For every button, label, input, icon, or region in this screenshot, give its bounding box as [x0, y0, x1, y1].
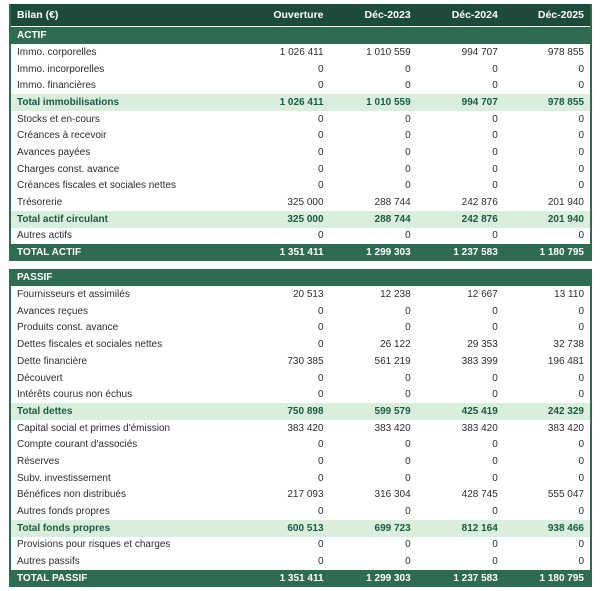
cell-value: 0: [405, 322, 411, 334]
cell-value: 0: [578, 63, 584, 75]
balance-sheet: [9, 4, 592, 587]
row-label: Fournisseurs et assimilés: [17, 289, 130, 301]
row-label: Autres passifs: [17, 556, 80, 568]
cell-value: 0: [405, 472, 411, 484]
cell-value: 0: [405, 180, 411, 192]
cell-value: 0: [405, 113, 411, 125]
cell-value: 1 351 411: [242, 244, 329, 261]
table-header: [10, 4, 591, 27]
cell-value: 0: [405, 389, 411, 401]
cell-value: 0: [405, 539, 411, 551]
col-header-dec-2024: Déc-2024: [417, 4, 504, 27]
cell-value: 938 466: [504, 520, 591, 537]
cell-value: 1 010 559: [366, 46, 411, 58]
cell-value: 1 026 411: [279, 46, 324, 58]
table-row: [10, 244, 591, 261]
table-row: [10, 161, 591, 178]
cell-value: 978 855: [547, 46, 584, 58]
cell-value: 12 238: [380, 289, 411, 301]
cell-value: 26 122: [380, 339, 411, 351]
table-row: [10, 144, 591, 161]
cell-value: 0: [492, 180, 498, 192]
cell-value: 0: [492, 389, 498, 401]
cell-value: 0: [317, 506, 324, 518]
cell-value: 812 164: [417, 520, 504, 537]
cell-value: 0: [578, 322, 584, 334]
cell-value: 0: [578, 80, 584, 92]
table-row: [10, 420, 591, 437]
cell-value: 0: [578, 372, 584, 384]
row-label: Produits const. avance: [17, 322, 119, 334]
row-label: TOTAL PASSIF: [10, 570, 242, 587]
table-row: [10, 320, 591, 337]
cell-value: 288 744: [374, 197, 411, 209]
cell-value: 242 876: [417, 211, 504, 228]
cell-value: 0: [317, 163, 324, 175]
cell-value: 0: [492, 506, 498, 518]
cell-value: 0: [492, 130, 498, 142]
col-header-dec-2025: Déc-2025: [504, 4, 591, 27]
cell-value: 599 579: [330, 403, 417, 420]
row-label: Intérêts courus non échus: [17, 389, 133, 401]
table-row: [10, 470, 591, 487]
cell-value: 0: [578, 180, 584, 192]
cell-value: 0: [405, 146, 411, 158]
cell-value: 383 420: [287, 422, 324, 434]
cell-value: 555 047: [547, 489, 584, 501]
row-label: Bénéfices non distribués: [17, 489, 126, 501]
row-label: Autres actifs: [17, 230, 73, 242]
cell-value: 0: [405, 372, 411, 384]
table-row: [10, 453, 591, 470]
cell-value: 0: [317, 63, 324, 75]
cell-value: 0: [405, 305, 411, 317]
cell-value: 0: [405, 230, 411, 242]
cell-value: 0: [492, 472, 498, 484]
cell-value: 13 110: [554, 289, 584, 301]
cell-value: 201 940: [547, 197, 584, 209]
header-row: [10, 4, 591, 27]
cell-value: 383 420: [461, 422, 498, 434]
row-label: Charges const. avance: [17, 163, 120, 175]
cell-value: 0: [317, 372, 324, 384]
cell-value: 316 304: [374, 489, 411, 501]
row-label: Avances payées: [17, 146, 91, 158]
cell-value: 1 010 559: [330, 94, 417, 111]
cell-value: 1 351 411: [242, 570, 329, 587]
cell-value: 0: [578, 539, 584, 551]
cell-value: 0: [492, 372, 498, 384]
table-row: [10, 353, 591, 370]
cell-value: 0: [492, 63, 498, 75]
cell-value: 0: [492, 113, 498, 125]
cell-value: 0: [492, 146, 498, 158]
table-row: [10, 111, 591, 128]
table-row: [10, 370, 591, 387]
cell-value: 0: [405, 130, 411, 142]
cell-value: 0: [317, 455, 324, 467]
cell-value: 20 513: [292, 289, 324, 301]
cell-value: 0: [405, 455, 411, 467]
row-label: Immo. incorporelles: [17, 63, 105, 75]
cell-value: 425 419: [417, 403, 504, 420]
row-label: Réserves: [17, 455, 60, 467]
table-row: [10, 77, 591, 94]
row-label: Total dettes: [10, 403, 242, 420]
row-label: Autres fonds propres: [17, 506, 110, 518]
section-title: ACTIF: [10, 27, 591, 45]
cell-value: 242 329: [504, 403, 591, 420]
cell-value: 730 385: [287, 355, 324, 367]
cell-value: 0: [578, 556, 584, 568]
cell-value: 201 940: [504, 211, 591, 228]
table-row: [10, 436, 591, 453]
cell-value: 0: [317, 180, 324, 192]
table-row: [10, 520, 591, 537]
row-label: Trésorerie: [17, 197, 63, 209]
cell-value: 0: [317, 339, 324, 351]
cell-value: 1 180 795: [504, 570, 591, 587]
row-label: Capital social et primes d'émission: [17, 422, 171, 434]
row-label: Immo. financières: [17, 80, 96, 92]
cell-value: 0: [578, 389, 584, 401]
table-row: [10, 228, 591, 245]
cell-value: 0: [317, 389, 324, 401]
section-divider: [9, 261, 592, 269]
cell-value: 0: [578, 113, 584, 125]
table-row: [10, 487, 591, 504]
cell-value: 217 093: [287, 489, 324, 501]
section-header-passif: [10, 269, 591, 286]
cell-value: 0: [317, 80, 324, 92]
cell-value: 0: [492, 163, 498, 175]
table-row: [10, 403, 591, 420]
cell-value: 0: [317, 472, 324, 484]
cell-value: 0: [492, 322, 498, 334]
cell-value: 0: [405, 556, 411, 568]
cell-value: 994 707: [417, 94, 504, 111]
cell-value: 0: [578, 455, 584, 467]
cell-value: 0: [492, 455, 498, 467]
row-label: Avances reçues: [17, 305, 88, 317]
passif-table: [9, 269, 592, 587]
cell-value: 699 723: [330, 520, 417, 537]
table-row: [10, 303, 591, 320]
cell-value: 0: [405, 439, 411, 451]
section-header-actif: [10, 27, 591, 45]
passif-section-body: [10, 269, 591, 587]
cell-value: 1 299 303: [330, 244, 417, 261]
row-label: Dettes fiscales et sociales nettes: [17, 339, 163, 351]
cell-value: 0: [405, 80, 411, 92]
cell-value: 0: [492, 439, 498, 451]
table-row: [10, 286, 591, 303]
table-row: [10, 44, 591, 61]
cell-value: 0: [317, 556, 324, 568]
cell-value: 0: [317, 305, 324, 317]
table-row: [10, 178, 591, 195]
table-row: [10, 61, 591, 78]
cell-value: 750 898: [242, 403, 329, 420]
cell-value: 0: [492, 230, 498, 242]
section-title: PASSIF: [10, 269, 591, 286]
table-row: [10, 94, 591, 111]
cell-value: 1 026 411: [242, 94, 329, 111]
cell-value: 0: [317, 113, 324, 125]
table-row: [10, 127, 591, 144]
cell-value: 0: [578, 163, 584, 175]
cell-value: 242 876: [461, 197, 498, 209]
col-header-dec-2023: Déc-2023: [330, 4, 417, 27]
cell-value: 325 000: [242, 211, 329, 228]
cell-value: 288 744: [330, 211, 417, 228]
row-label: Total immobilisations: [10, 94, 242, 111]
row-label: Découvert: [17, 372, 63, 384]
row-label: TOTAL ACTIF: [10, 244, 242, 261]
table-row: [10, 386, 591, 403]
cell-value: 0: [405, 163, 411, 175]
cell-value: 0: [317, 130, 324, 142]
table-row: [10, 336, 591, 353]
cell-value: 994 707: [461, 46, 498, 58]
row-label: Total fonds propres: [10, 520, 242, 537]
cell-value: 561 219: [374, 355, 411, 367]
cell-value: 0: [578, 230, 584, 242]
cell-value: 325 000: [287, 197, 324, 209]
actif-table: [9, 4, 592, 261]
table-row: [10, 503, 591, 520]
cell-value: 0: [492, 539, 498, 551]
table-row: [10, 537, 591, 554]
cell-value: 0: [317, 230, 324, 242]
cell-value: 1 180 795: [504, 244, 591, 261]
cell-value: 978 855: [504, 94, 591, 111]
row-label: Immo. corporelles: [17, 46, 97, 58]
cell-value: 29 353: [467, 339, 498, 351]
cell-value: 0: [578, 146, 584, 158]
table-row: [10, 570, 591, 587]
table-row: [10, 211, 591, 228]
row-label: Compte courant d'associés: [17, 439, 138, 451]
cell-value: 1 237 583: [417, 244, 504, 261]
cell-value: 32 738: [553, 339, 584, 351]
cell-value: 0: [317, 146, 324, 158]
cell-value: 0: [578, 472, 584, 484]
cell-value: 0: [317, 322, 324, 334]
cell-value: 0: [578, 439, 584, 451]
cell-value: 383 420: [547, 422, 584, 434]
cell-value: 0: [492, 80, 498, 92]
table-row: [10, 553, 591, 570]
table-row: [10, 194, 591, 211]
row-label: Créances fiscales et sociales nettes: [17, 180, 176, 192]
col-header-ouverture: Ouverture: [242, 4, 329, 27]
cell-value: 1 237 583: [417, 570, 504, 587]
cell-value: 1 299 303: [330, 570, 417, 587]
row-label: Total actif circulant: [10, 211, 242, 228]
row-label: Stocks et en-cours: [17, 113, 100, 125]
cell-value: 0: [578, 130, 584, 142]
cell-value: 12 667: [467, 289, 498, 301]
cell-value: 383 420: [374, 422, 411, 434]
actif-section-body: [10, 27, 591, 262]
row-label: Subv. investissement: [17, 472, 111, 484]
cell-value: 428 745: [461, 489, 498, 501]
cell-value: 600 513: [242, 520, 329, 537]
cell-value: 0: [578, 305, 584, 317]
cell-value: 0: [317, 539, 324, 551]
cell-value: 0: [405, 506, 411, 518]
cell-value: 0: [317, 439, 324, 451]
cell-value: 383 399: [461, 355, 498, 367]
cell-value: 196 481: [547, 355, 584, 367]
cell-value: 0: [492, 305, 498, 317]
cell-value: 0: [578, 506, 584, 518]
cell-value: 0: [405, 63, 411, 75]
row-label: Créances à recevoir: [17, 130, 107, 142]
row-label: Dette financière: [17, 355, 88, 367]
table-title: Bilan (€): [10, 4, 242, 27]
cell-value: 0: [492, 556, 498, 568]
row-label: Provisions pour risques et charges: [17, 539, 171, 551]
